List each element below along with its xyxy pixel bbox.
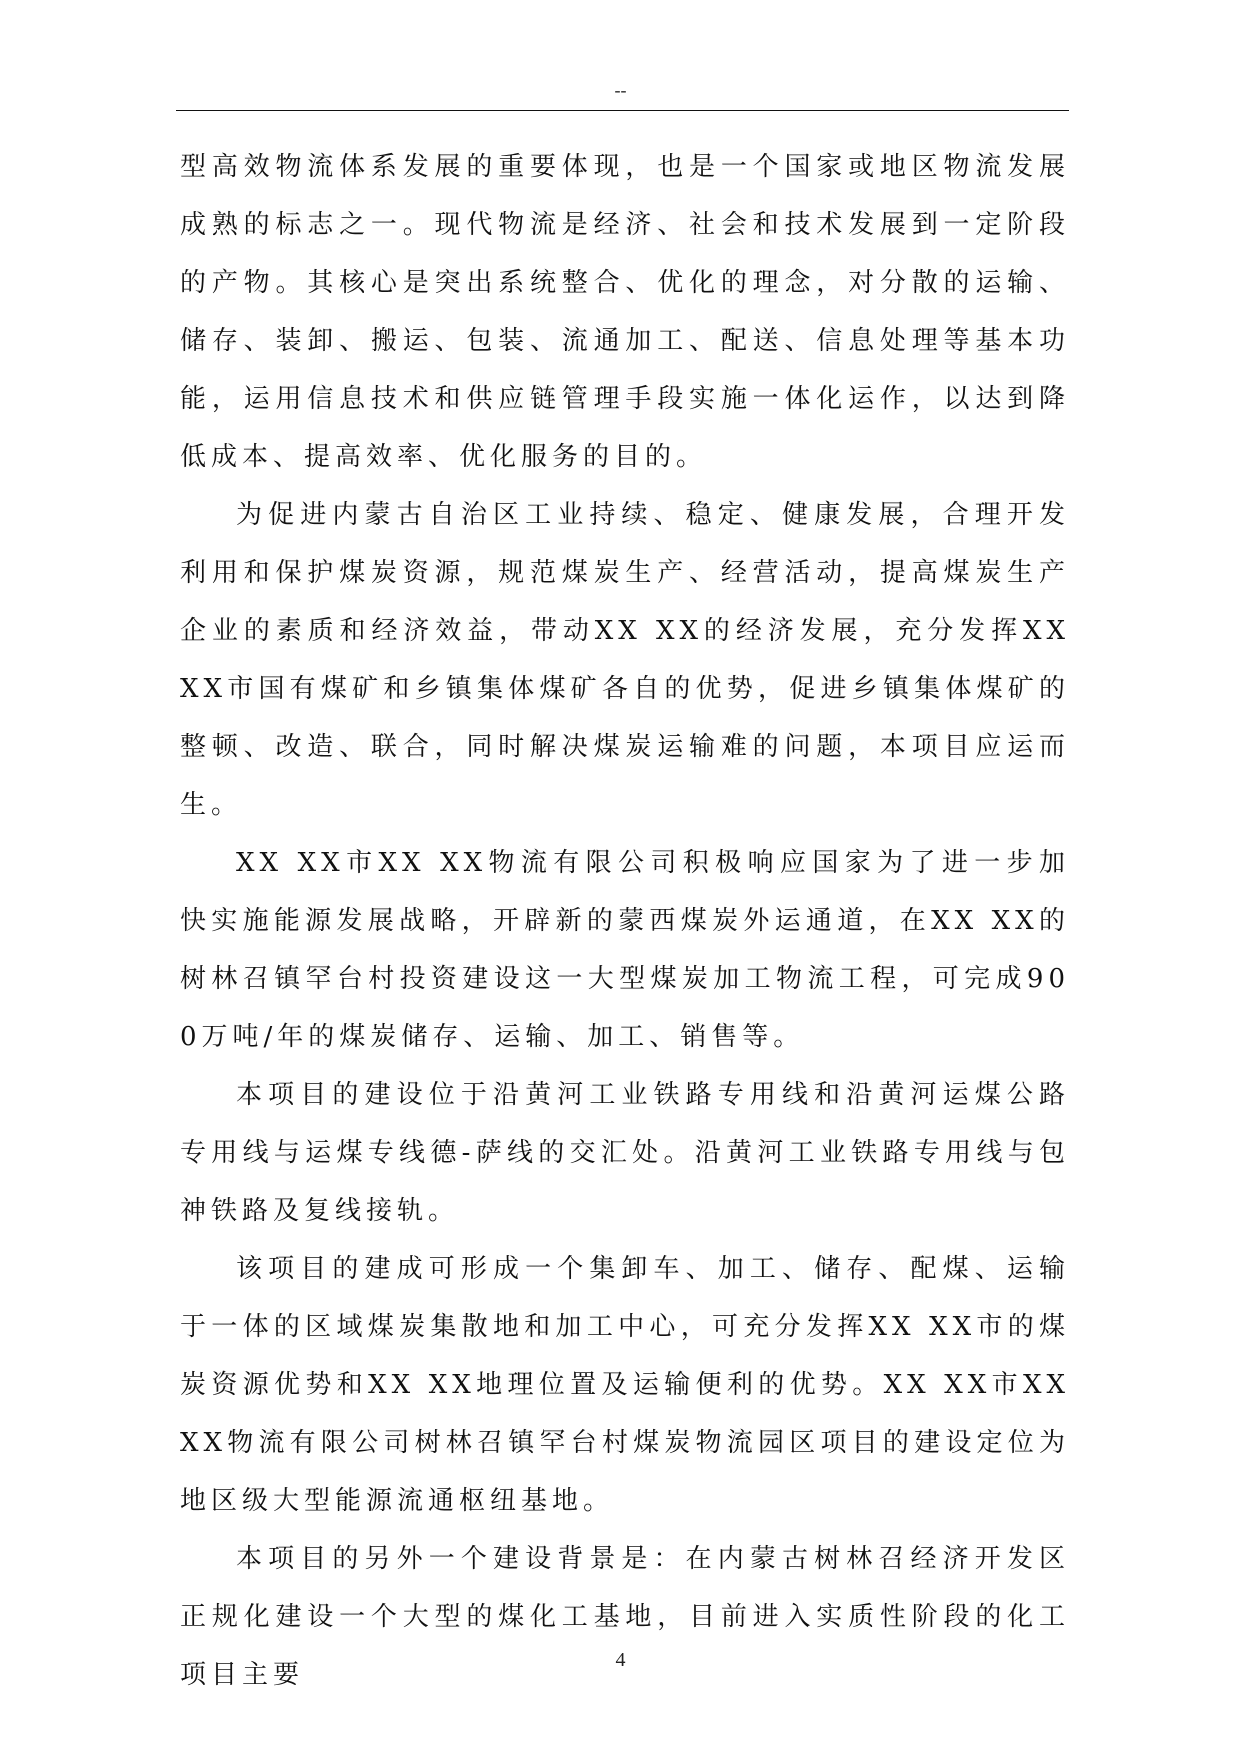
header-divider xyxy=(176,110,1069,111)
paragraph: 该项目的建成可形成一个集卸车、加工、储存、配煤、运输于一体的区域煤炭集散地和加工中心，可充分发挥XX XX市的煤炭资源优势和XX XX地理位置及运输便利的优势。XX XX市XX XX物流有限公司树林召镇罕台村煤炭物流园区项目的建设定位为地区级大型能源流通枢纽基地。 xyxy=(180,1254,1070,1516)
paragraph: 为促进内蒙古自治区工业持续、稳定、健康发展，合理开发利用和保护煤炭资源，规范煤炭生产、经营活动，提高煤炭生产企业的素质和经济效益，带动XX XX的经济发展，充分发挥XX XX市国有煤矿和乡镇集体煤矿各自的优势，促进乡镇集体煤矿的整顿、改造、联合，同时解决煤炭运输难的问题，本项目应运而生。 xyxy=(180,500,1070,820)
paragraph-continued: 型高效物流体系发展的重要体现，也是一个国家或地区物流发展成熟的标志之一。现代物流是经济、社会和技术发展到一定阶段的产物。其核心是突出系统整合、优化的理念，对分散的运输、储存、装卸、搬运、包装、流通加工、配送、信息处理等基本功能，运用信息技术和供应链管理手段实施一体化运作，以达到降低成本、提高效率、优化服务的目的。 xyxy=(180,152,1070,472)
page-number: 4 xyxy=(615,1649,626,1671)
paragraph: XX XX市XX XX物流有限公司积极响应国家为了进一步加快实施能源发展战略，开辟新的蒙西煤炭外运通道，在XX XX的树林召镇罕台村投资建设这一大型煤炭加工物流工程，可完成900万吨/年的煤炭储存、运输、加工、销售等。 xyxy=(180,848,1070,1052)
page-header-mark: -- xyxy=(614,80,627,100)
paragraph: 本项目的另外一个建设背景是：在内蒙古树林召经济开发区正规化建设一个大型的煤化工基地，目前进入实质性阶段的化工项目主要 xyxy=(180,1544,1070,1690)
document-body xyxy=(180,138,1070,1704)
paragraph: 本项目的建设位于沿黄河工业铁路专用线和沿黄河运煤公路专用线与运煤专线德-萨线的交汇处。沿黄河工业铁路专用线与包神铁路及复线接轨。 xyxy=(180,1080,1070,1226)
